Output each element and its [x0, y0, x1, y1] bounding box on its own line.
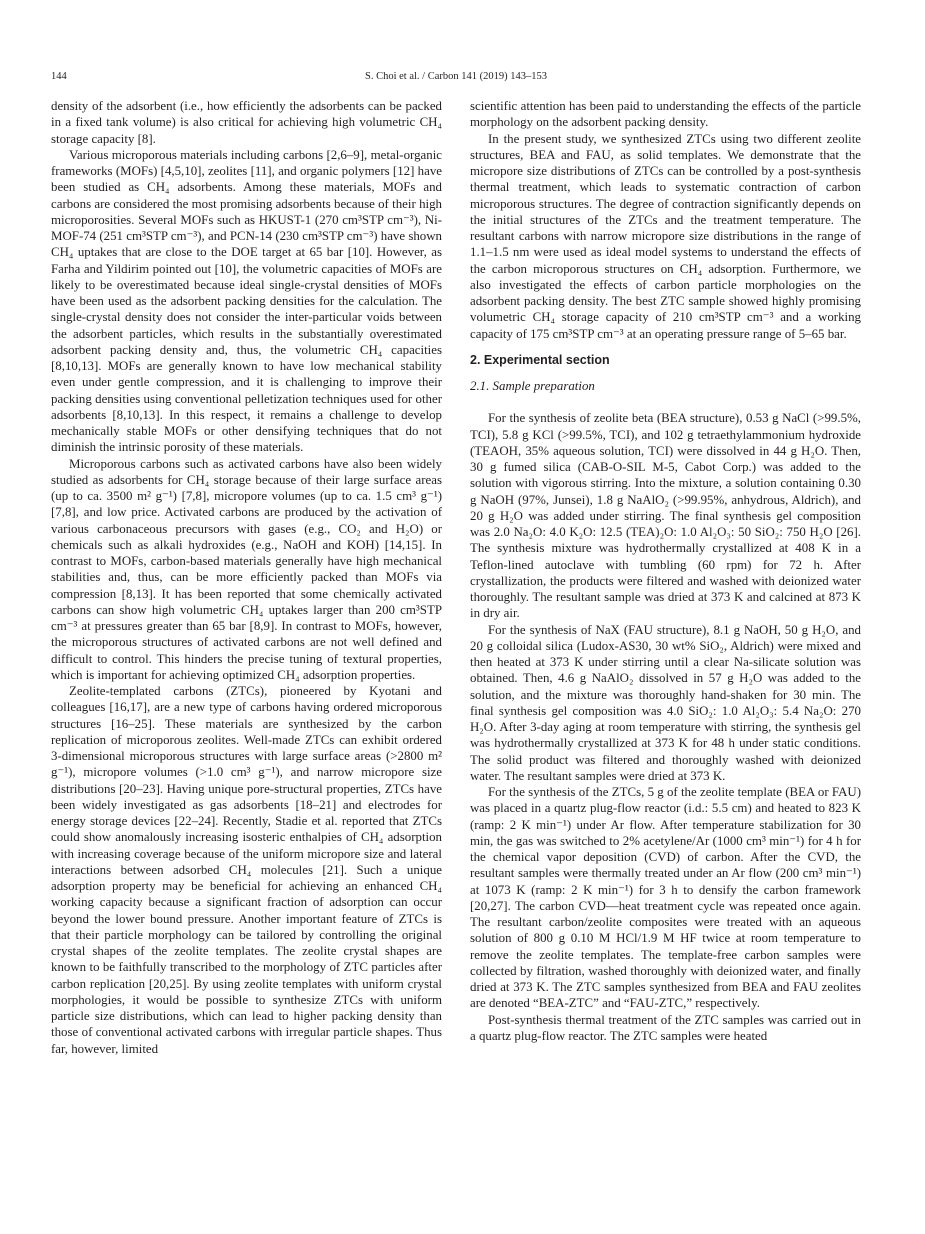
paragraph: For the synthesis of zeolite beta (BEA structure), 0.53 g NaCl (>99.5%, TCI), 5.8 g KCl (>99.5%, TCI), and 102 g tetraethylammonium hydroxide (TEAOH, 35% aqueous solution, TCI) were dissolved in 44 g H₂O. Then, 30 g fumed silica (CAB-O-SIL M-5, Cabot Corp.) was added to the solution with vigorous stirring. Into the mixture, a solution containing 0.30 g NaOH (97%, Junsei), 1.8 g NaAlO₂ (>99.95%, anhydrous, Aldrich), and 20 g H₂O was added under stirring. The final synthesis gel composition was 2.0 Na₂O: 4.0 K₂O: 12.5 (TEA)₂O: 1.0 Al₂O₃: 50 SiO₂: 750 H₂O [26]. The synthesis mixture was hydrothermally crystallized at 408 K in a Teflon-lined autoclave with tumbling (60 rpm) for 72 h. After crystallization, the products were filtered and washed with deionized water thoroughly. The resultant sample was dried at 373 K and calcined at 873 K in dry air. [470, 411, 861, 621]
right-column [470, 98, 861, 1044]
left-column [51, 98, 442, 1057]
running-head: S. Choi et al. / Carbon 141 (2019) 143–153 [365, 71, 547, 82]
paragraph: Various microporous materials including carbons [2,6–9], metal-organic frameworks (MOFs) [4,5,10], zeolites [11], and organic polymers [12] have been studied as CH₄ adsorbents. Among these materials, MOFs and carbons are considered the most promising adsorbents because of their high microporosities. Several MOFs such as HKUST-1 (270 cm³STP cm⁻³), Ni-MOF-74 (251 cm³STP cm⁻³), and PCN-14 (230 cm³STP cm⁻³) have shown CH₄ uptakes that are close to the DOE target at 65 bar [10]. However, as Farha and Yildirim pointed out [10], the volumetric capacities of MOFs are likely to be overestimated because ideal single-crystal densities of MOFs have been used as the adsorbent packing densities for the calculation. The single-crystal density does not consider the inter-particular voids between the adsorbent particles, which results in the substantially overestimated adsorbent packing density and, thus, the volumetric CH₄ capacities [8,10,13]. MOFs are generally known to have low mechanical stability even under gentle compression, and it is challenging to improve their packing densities using conventional pelletization techniques used for other adsorbents [8,10,13]. In this respect, it remains a challenge to develop mechanically stable MOFs or other densifying techniques that do not diminish the intrinsic porosity of these materials. [51, 147, 442, 455]
section-title: 2. Experimental section [470, 352, 610, 367]
paragraph: Post-synthesis thermal treatment of the ZTC samples was carried out in a quartz plug-flow reactor. The ZTC samples were heated [470, 1012, 861, 1043]
running-header [51, 71, 861, 87]
paragraph: Zeolite-templated carbons (ZTCs), pioneered by Kyotani and colleagues [16,17], are a new type of carbons having ordered microporous structures [16–25]. These materials are synthesized by the carbon replication of microporous zeolites. Well-made ZTCs can exhibit ordered 3-dimensional microporous structures with large surface areas (>2800 m² g⁻¹), micropore volumes (>1.0 cm³ g⁻¹), and narrow micropore size distributions [20–23]. Having unique pore-structural properties, ZTCs have been widely investigated as gas adsorbents [18–21] and electrodes for energy storage devices [22–24]. Recently, Stadie et al. reported that ZTCs could show anomalously increasing isosteric enthalpies of CH₄ adsorption with increasing coverage because of the uniform micropore size and lateral interactions between adsorbed CH₄ molecules [21]. Such a unique adsorption property may be beneficial for achieving an enhanced CH₄ working capacity because a significant fraction of adsorption can occur beyond the lower bound pressure. Another important feature of ZTCs is that their particle morphology can be tailored by controlling the original crystal shapes of the zeolite templates. The zeolite crystal shapes are known to be faithfully transcribed to the morphology of ZTC particles after carbon replication [20,25]. By using zeolite templates with uniform crystal morphologies, it would be possible to synthesize ZTCs with uniform particle size distributions, which can lead to higher packing density than those of conventional activated carbons with irregular particle shapes. Thus far, however, limited [51, 684, 442, 1056]
paragraph: scientific attention has been paid to understanding the effects of the particle morphology on the adsorbent packing density. [470, 99, 861, 130]
paragraph: For the synthesis of the ZTCs, 5 g of the zeolite template (BEA or FAU) was placed in a quartz plug-flow reactor (i.d.: 5.5 cm) and heated to 823 K (ramp: 2 K min⁻¹) under Ar flow. After temperature stabilization for 30 min, the gas was switched to 2% acetylene/Ar (1000 cm³ min⁻¹) for 4 h for the chemical vapor deposition (CVD) of carbon. After the CVD, the resultant samples were thermally treated under an Ar flow (200 cm³ min⁻¹) at 1073 K (ramp: 2 K min⁻¹) for 3 h to densify the carbon framework [20,27]. The carbon CVD—heat treatment cycle was repeated once again. The resultant carbon/zeolite composites were treated with an aqueous solution of 800 g 0.10 M HCl/1.9 M HF twice at room temperature to remove the zeolite templates. The template-free carbon samples were collected by filtration, washed thoroughly with deionized water, and finally dried at 373 K. The ZTC samples synthesized from BEA and FAU zeolites are denoted “BEA-ZTC” and “FAU-ZTC,” respectively. [470, 785, 861, 1011]
subsection-title: 2.1. Sample preparation [470, 379, 595, 393]
paragraph: Microporous carbons such as activated carbons have also been widely studied as adsorbents for CH₄ storage because of their large surface areas (up to ca. 3500 m² g⁻¹) [7,8], micropore volumes (up to ca. 1.5 cm³ g⁻¹) [7,8], and low price. Activated carbons are produced by the activation of various carbonaceous precursors with gases (e.g., CO₂ and H₂O) or chemicals such as alkali hydroxides (e.g., NaOH and KOH) [14,15]. In contrast to MOFs, carbon-based materials generally have high mechanical stabilities and, thus, can be more efficiently packed than MOFs via compression [8,13]. It has been reported that some chemically activated carbons can show high volumetric CH₄ uptakes larger than 200 cm³STP cm⁻³ at pressures greater than 65 bar [8,9]. In contrast to MOFs, however, the microporous structures of activated carbons are not well defined and difficult to control. This hinders the precise tuning of textural properties, which is important for achieving optimized CH₄ adsorption properties. [51, 456, 442, 682]
paragraph: density of the adsorbent (i.e., how efficiently the adsorbents can be packed in a fixed tank volume) is also critical for achieving high volumetric CH₄ storage capacity [8]. [51, 99, 442, 146]
page-number: 144 [51, 71, 67, 82]
paragraph: In the present study, we synthesized ZTCs using two different zeolite structures, BEA and FAU, as solid templates. We demonstrate that the micropore size distributions of ZTCs can be controlled by a post-synthesis thermal treatment, which leads to systematic contraction of carbon microporous structures. The degree of contraction significantly depends on the initial structures of the ZTCs and the treatment temperature. The resultant carbons with narrow micropore size distributions in the range of 1.1–1.5 nm were used as ideal model systems to understand the effects of the carbon microporous structures on CH₄ adsorption. Furthermore, we also investigated the effects of carbon particle morphologies on the adsorbent packing density. The best ZTC sample showed highly promising volumetric CH₄ storage capacity of 210 cm³STP cm⁻³ and a working capacity of 175 cm³STP cm⁻³ at an operating pressure range of 5–65 bar. [470, 131, 861, 341]
paragraph: For the synthesis of NaX (FAU structure), 8.1 g NaOH, 50 g H₂O, and 20 g colloidal silica (Ludox-AS30, 30 wt% SiO₂, Aldrich) were mixed and then heated at 373 K under stirring until a clear Na-silicate solution was obtained. Then, 4.6 g NaAlO₂ dissolved in 57 g H₂O was added to the solution, and the mixture was thoroughly hand-shaken for 30 min. The final synthesis gel composition was 4.0 SiO₂: 1.0 Al₂O₃: 5.4 Na₂O: 270 H₂O. After 3-day aging at room temperature with stirring, the synthesis gel was hydrothermally crystallized at 373 K for 48 h under static conditions. The solid product was filtered and thoroughly washed with deionized water. The resultant samples were dried at 373 K. [470, 622, 861, 783]
